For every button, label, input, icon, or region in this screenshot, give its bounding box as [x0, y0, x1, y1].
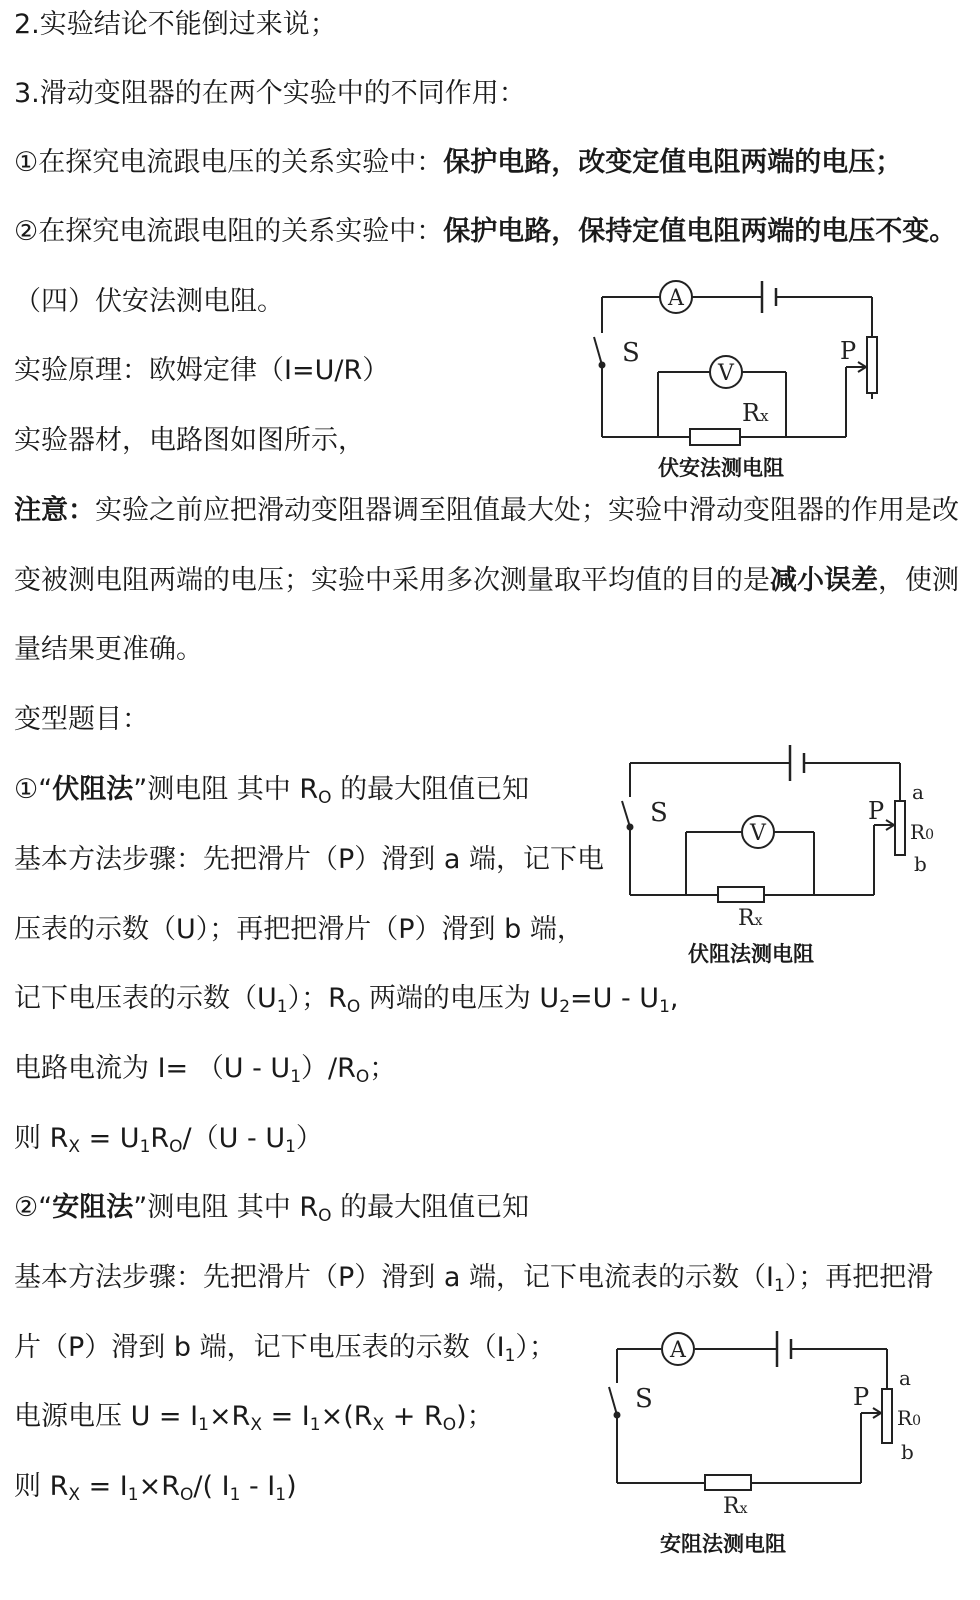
text-line-fuzu-title: ①“伏阻法”测电阻 其中 $R_O$ 的最大阻值已知 — [14, 774, 530, 808]
circuit-diagram-fuzu — [618, 735, 938, 931]
text-line-fuzu-current: 电路电流为 $I= (U - U_1)/R_O$； — [14, 1053, 397, 1087]
text-line-3: ①在探究电流跟电压的关系实验中：保护电路，改变定值电阻两端的电压； — [14, 147, 903, 178]
text-line-anzu-result: 则 $R_X = I_1\times R_O/$( $I_1 - I_1$) — [14, 1471, 297, 1505]
svg-text:A: A — [668, 286, 684, 311]
ammeter-icon — [660, 281, 692, 313]
svg-text:S: S — [635, 1384, 653, 1414]
battery-icon — [790, 745, 804, 781]
battery-icon — [762, 281, 776, 313]
svg-text:R0: R0 — [897, 1406, 921, 1430]
text-line-1: 2.实验结论不能倒过来说； — [14, 9, 337, 40]
text-line-note-2: 变被测电阻两端的电压；实验中采用多次测量取平均值的目的是减小误差，使测 — [14, 565, 959, 596]
text-line-anzu-step-1: 基本方法步骤：先把滑片（P）滑到 a 端，记下电流表的示数$(I_1)$；再把把滑 — [14, 1262, 934, 1296]
text-line-note-1: 注意：实验之前应把滑动变阻器调至阻值最大处；实验中滑动变阻器的作用是改 — [14, 495, 959, 526]
text-line-note-3: 量结果更准确。 — [14, 634, 203, 665]
circuit-caption-fuzu: 伏阻法测电阻 — [688, 941, 814, 966]
svg-text:P: P — [868, 797, 885, 825]
svg-text:V: V — [718, 361, 734, 386]
text-line-principle: 实验原理：欧姆定律（I=U/R） — [14, 355, 390, 386]
text-line-anzu-step-2: 片（P）滑到 b 端，记下电压表的示数$(I_1)$； — [14, 1332, 556, 1366]
section-heading-fuan: （四）伏安法测电阻。 — [14, 286, 284, 317]
text-line-fuzu-result: 则 $R_X = U_1R_O/(U - U_1)$ — [14, 1123, 323, 1157]
svg-text:Rx: Rx — [738, 906, 763, 931]
resistor-rx-icon — [690, 399, 769, 445]
svg-text:A: A — [670, 1338, 686, 1363]
voltmeter-icon — [710, 356, 742, 388]
text-line-equipment: 实验器材，电路图如图所示， — [14, 425, 365, 456]
resistor-rx-icon — [718, 887, 764, 931]
svg-text:R0: R0 — [910, 820, 934, 844]
text-line-fuzu-step-3: 记下电压表的示数$(U_1)$；$R_O$ 两端的电压为 $U_2=U - U_1$, — [14, 983, 679, 1017]
battery-icon — [777, 1331, 791, 1367]
svg-text:b: b — [901, 1440, 914, 1464]
text-line-fuzu-step-2: 压表的示数（U）；再把把滑片（P）滑到 b 端， — [14, 914, 584, 945]
text-line-anzu-voltage: 电源电压 $U = I_1\times R_X = I_1\times(R_X + R_O)$； — [14, 1401, 494, 1435]
ammeter-icon — [662, 1333, 694, 1365]
svg-text:P: P — [853, 1383, 870, 1411]
text-line-fuzu-step-1: 基本方法步骤：先把滑片（P）滑到 a 端，记下电 — [14, 844, 604, 875]
text-line-2: 3.滑动变阻器的在两个实验中的不同作用： — [14, 78, 526, 109]
svg-text:b: b — [914, 852, 927, 876]
section-heading-variants: 变型题目： — [14, 704, 149, 735]
svg-text:S: S — [650, 798, 668, 828]
text-line-4: ②在探究电流跟电阻的关系实验中：保护电路，保持定值电阻两端的电压不变。 — [14, 216, 957, 247]
svg-text:a: a — [912, 780, 924, 804]
svg-text:Rx: Rx — [723, 1494, 748, 1519]
voltmeter-icon — [742, 816, 774, 848]
text-line-anzu-title: ②“安阻法”测电阻 其中 $R_O$ 的最大阻值已知 — [14, 1192, 530, 1226]
circuit-wires — [617, 1349, 887, 1483]
svg-text:V: V — [750, 821, 766, 846]
resistor-rx-icon — [705, 1475, 751, 1519]
svg-text:P: P — [840, 337, 857, 365]
circuit-diagram-anzu — [605, 1325, 925, 1525]
circuit-diagram-fuan — [590, 275, 890, 450]
switch-icon — [594, 337, 640, 368]
svg-text:a: a — [899, 1366, 911, 1390]
circuit-caption-fuan: 伏安法测电阻 — [658, 455, 784, 480]
circuit-caption-anzu: 安阻法测电阻 — [660, 1531, 786, 1556]
circuit-wires — [602, 297, 872, 437]
switch-icon — [609, 1384, 653, 1418]
svg-text:Rx: Rx — [742, 399, 769, 427]
svg-text:S: S — [622, 338, 640, 368]
switch-icon — [622, 798, 668, 830]
